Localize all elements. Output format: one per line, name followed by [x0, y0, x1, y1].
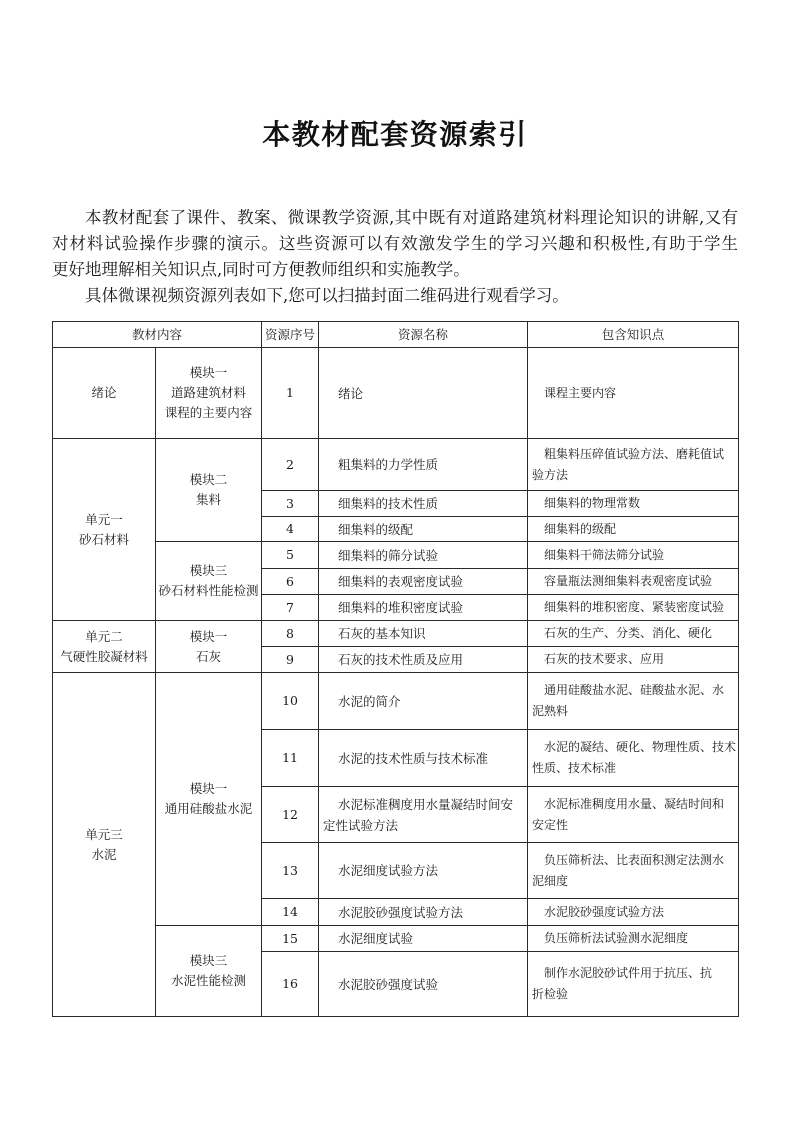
knowledge-points: 水泥的凝结、硬化、物理性质、技术 性质、技术标准 — [528, 730, 739, 787]
resource-number: 12 — [262, 787, 319, 843]
resource-name: 绪论 — [319, 348, 528, 439]
knowledge-points: 石灰的生产、分类、消化、硬化 — [528, 621, 739, 647]
intro-paragraph-2: 具体微课视频资源列表如下,您可以扫描封面二维码进行观看学习。 — [85, 286, 569, 305]
module-cell: 模块一 道路建筑材料 课程的主要内容 — [156, 348, 262, 439]
resource-number: 5 — [262, 542, 319, 569]
resource-number: 2 — [262, 439, 319, 491]
knowledge-points: 通用硅酸盐水泥、硅酸盐水泥、水 泥熟料 — [528, 673, 739, 730]
resource-name: 粗集料的力学性质 — [319, 439, 528, 491]
unit-cell: 绪论 — [53, 348, 156, 439]
knowledge-points: 负压筛析法、比表面积测定法测水 泥细度 — [528, 843, 739, 899]
resource-number: 13 — [262, 843, 319, 899]
module-cell: 模块一 石灰 — [156, 621, 262, 673]
header-resource-name: 资源名称 — [319, 322, 528, 348]
resource-number: 4 — [262, 517, 319, 542]
table-row — [53, 926, 739, 952]
resource-number: 8 — [262, 621, 319, 647]
unit-cell: 单元二 气硬性胶凝材料 — [53, 621, 156, 673]
knowledge-points: 细集料干筛法筛分试验 — [528, 542, 739, 569]
resource-number: 11 — [262, 730, 319, 787]
resource-name: 石灰的技术性质及应用 — [319, 647, 528, 673]
resource-name: 细集料的筛分试验 — [319, 542, 528, 569]
resource-name: 水泥的简介 — [319, 673, 528, 730]
knowledge-points: 细集料的级配 — [528, 517, 739, 542]
knowledge-points: 水泥胶砂强度试验方法 — [528, 899, 739, 926]
knowledge-points: 负压筛析法试验测水泥细度 — [528, 926, 739, 952]
resource-number: 16 — [262, 952, 319, 1017]
resource-name: 石灰的基本知识 — [319, 621, 528, 647]
header-content: 教材内容 — [53, 322, 262, 348]
table-row — [53, 673, 739, 730]
knowledge-points: 容量瓶法测细集料表观密度试验 — [528, 569, 739, 595]
intro-paragraph-1-line-3: 更好地理解相关知识点,同时可方便教师组织和实施教学。 — [52, 260, 470, 279]
page-title: 本教材配套资源索引 — [262, 118, 528, 151]
resource-number: 6 — [262, 569, 319, 595]
header-knowledge-points: 包含知识点 — [528, 322, 739, 348]
table-row — [53, 621, 739, 647]
table-header-row — [53, 322, 739, 348]
resource-name: 水泥细度试验方法 — [319, 843, 528, 899]
knowledge-points: 制作水泥胶砂试件用于抗压、抗 折检验 — [528, 952, 739, 1017]
resource-number: 7 — [262, 595, 319, 621]
resource-name: 细集料的技术性质 — [319, 491, 528, 517]
resource-number: 14 — [262, 899, 319, 926]
knowledge-points: 石灰的技术要求、应用 — [528, 647, 739, 673]
resource-name: 水泥胶砂强度试验 — [319, 952, 528, 1017]
resource-number: 15 — [262, 926, 319, 952]
table-row — [53, 542, 739, 569]
intro-paragraph-1-line-1: 本教材配套了课件、教案、微课教学资源,其中既有对道路建筑材料理论知识的讲解,又有 — [85, 208, 738, 227]
module-cell: 模块一 通用硅酸盐水泥 — [156, 673, 262, 926]
module-cell: 模块三 砂石材料性能检测 — [156, 542, 262, 621]
resource-number: 10 — [262, 673, 319, 730]
knowledge-points: 粗集料压碎值试验方法、磨耗值试 验方法 — [528, 439, 739, 491]
knowledge-points: 水泥标准稠度用水量、凝结时间和 安定性 — [528, 787, 739, 843]
unit-cell: 单元三 水泥 — [53, 673, 156, 1017]
unit-cell: 单元一 砂石材料 — [53, 439, 156, 621]
resource-name: 水泥胶砂强度试验方法 — [319, 899, 528, 926]
resource-name: 细集料的堆积密度试验 — [319, 595, 528, 621]
intro-paragraph-1-line-2: 对材料试验操作步骤的演示。这些资源可以有效激发学生的学习兴趣和积极性,有助于学生 — [52, 234, 738, 253]
table-row — [53, 439, 739, 491]
resource-name: 细集料的级配 — [319, 517, 528, 542]
resource-name: 水泥的技术性质与技术标准 — [319, 730, 528, 787]
resource-name: 细集料的表观密度试验 — [319, 569, 528, 595]
resource-number: 1 — [262, 348, 319, 439]
knowledge-points: 细集料的堆积密度、紧装密度试验 — [528, 595, 739, 621]
module-cell: 模块二 集料 — [156, 439, 262, 542]
intro-text — [52, 205, 738, 309]
table-row — [53, 348, 739, 439]
header-resource-number: 资源序号 — [262, 322, 319, 348]
knowledge-points: 课程主要内容 — [528, 348, 739, 439]
resource-name: 水泥细度试验 — [319, 926, 528, 952]
module-cell: 模块三 水泥性能检测 — [156, 926, 262, 1017]
resource-table — [52, 321, 739, 1017]
resource-number: 9 — [262, 647, 319, 673]
resource-name: 水泥标准稠度用水量凝结时间安 定性试验方法 — [319, 787, 528, 843]
knowledge-points: 细集料的物理常数 — [528, 491, 739, 517]
resource-number: 3 — [262, 491, 319, 517]
